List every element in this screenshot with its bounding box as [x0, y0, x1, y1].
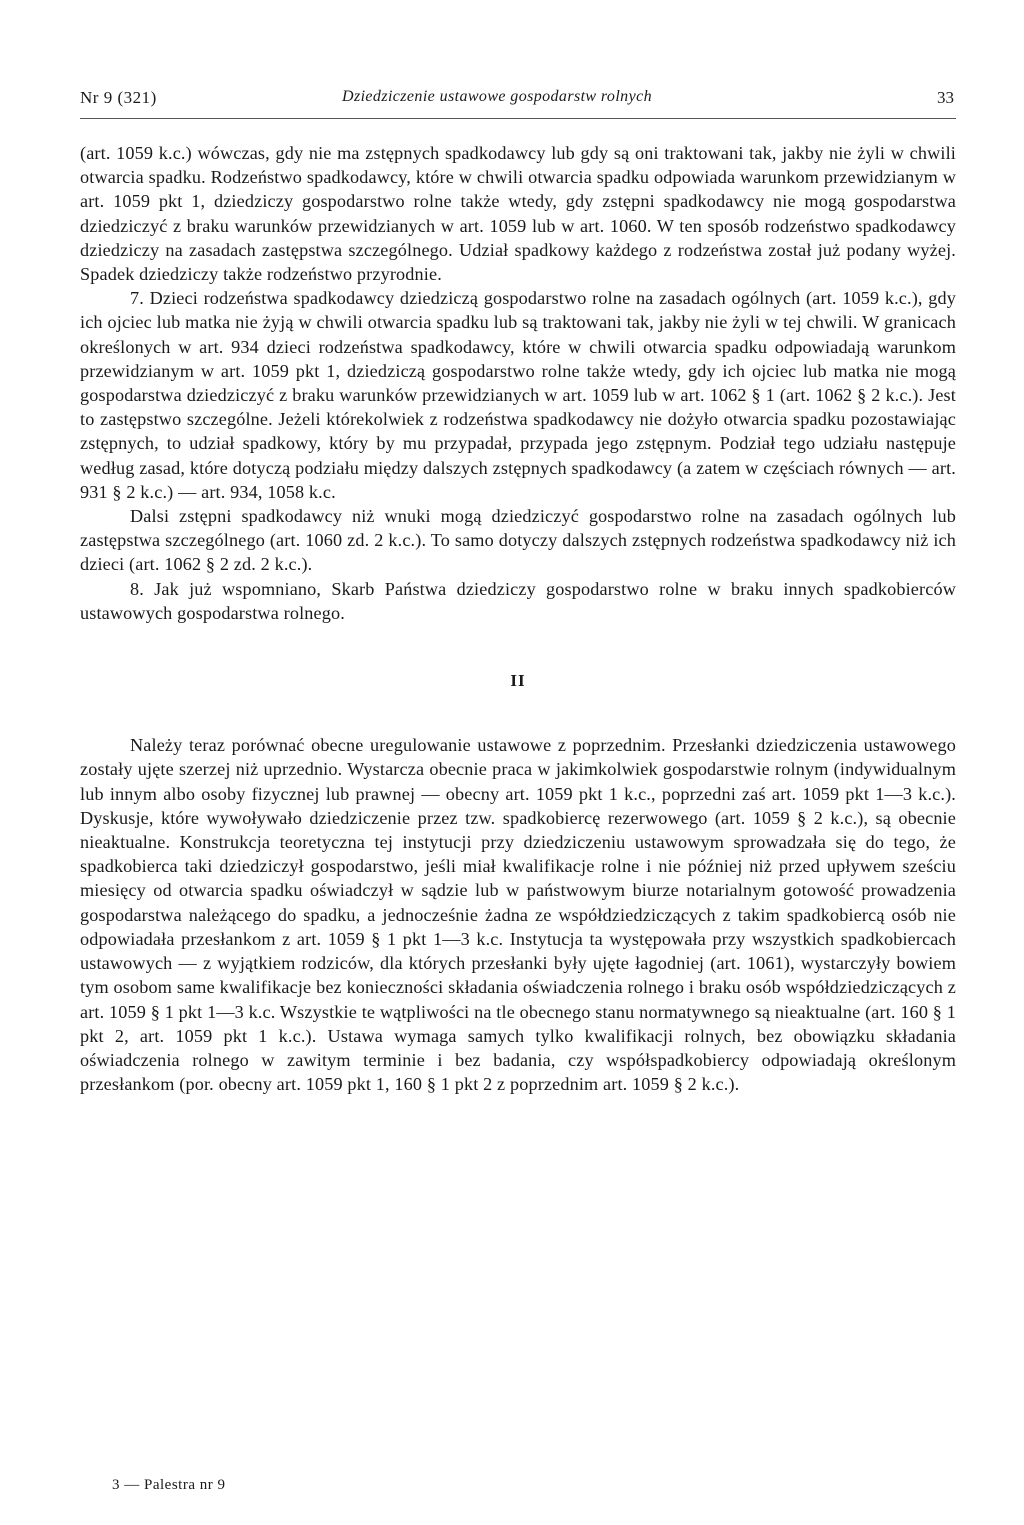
running-title: Dziedziczenie ustawowe gospodarstw rolnych	[342, 88, 652, 105]
running-header	[80, 88, 956, 119]
page-footer: 3 — Palestra nr 9	[112, 1477, 226, 1493]
article-body	[80, 141, 956, 1096]
document-page	[80, 88, 956, 1096]
paragraph-further-descendants: Dalsi zstępni spadkodawcy niż wnuki mogą dziedziczyć gospodarstwo rolne na zasadach ogólnych lub zastępstwa szczególnego (art. 1060 zd. 2 k.c.). To samo dotyczy dalszych zstępnych rodzeństwa spadkodawcy niż ich dzieci (art. 1062 § 2 zd. 2 k.c.).	[80, 506, 956, 575]
paragraph-point-7: 7. Dzieci rodzeństwa spadkodawcy dziedziczą gospodarstwo rolne na zasadach ogólnych (art. 1059 k.c.), gdy ich ojciec lub matka nie żyją w chwili otwarcia spadku lub są traktowani tak, jakby nie żyli w tej chwili. W granicach określonych w art. 934 dzieci rodzeństwa spadkodawcy, które w chwili otwarcia spadku odpowiadają warunkom przewidzianym w art. 1059 pkt 1, dziedziczą gospodarstwo rolne także wtedy, gdy ich ojciec lub matka nie mogą gospodarstwa dziedziczyć z braku warunków przewidzianych w art. 1059 lub w art. 1062 § 1 (art. 1062 § 2 k.c.). Jest to zastępstwo szczególne. Jeżeli którekolwiek z rodzeństwa spadkodawcy nie dożyło otwarcia spadku pozostawiając zstępnych, to udział spadkowy, który by mu przypadał, przypada jego zstępnym. Podział tego udziału następuje według zasad, które dotyczą podziału między dalszych zstępnych spadkodawcy (a zatem w częściach równych — art. 931 § 2 k.c.) — art. 934, 1058 k.c.	[80, 288, 956, 502]
issue-number: Nr 9 (321)	[80, 88, 157, 107]
page-number: 33	[937, 88, 954, 107]
section-heading: II	[510, 671, 526, 691]
paragraph-point-8: 8. Jak już wspomniano, Skarb Państwa dziedziczy gospodarstwo rolne w braku innych spadkobierców ustawowych gospodarstwa rolnego.	[80, 578, 956, 623]
paragraph-comparison: Należy teraz porównać obecne uregulowanie ustawowe z poprzednim. Przesłanki dziedziczenia ustawowego zostały ujęte szerzej niż uprzednio. Wystarcza obecnie praca w jakimkolwiek gospodarstwie rolnym (indywidualnym lub innym albo osoby fizycznej lub prawnej — obecny art. 1059 pkt 1 k.c., poprzedni zaś art. 1059 pkt 1—3 k.c.). Dyskusje, które wywoływało dziedziczenie przez tzw. spadkobiercę rezerwowego (art. 1059 § 2 k.c.), są obecnie nieaktualne. Konstrukcja teoretyczna tej instytucji przy dziedziczeniu ustawowym sprowadzała się do tego, że spadkobierca taki dziedziczył gospodarstwo, jeśli miał kwalifikacje rolne i nie później niż przed upływem sześciu miesięcy od otwarcia spadku oświadczył w sądzie lub w państwowym biurze notarialnym gotowość prowadzenia gospodarstwa należącego do spadku, a jednocześnie żadna ze współdziedziczących z takim spadkobiercą osób nie odpowiadała przesłankom z art. 1059 § 1 pkt 1—3 k.c. Instytucja ta występowała przy wszystkich spadkobiercach ustawowych — z wyjątkiem rodziców, dla których przesłanki były ujęte łagodniej (art. 1061), wystarczyły bowiem tym osobom same kwalifikacje bez konieczności składania oświadczenia rolnego i braku osób współdziedziczących z art. 1059 § 1 pkt 1—3 k.c. Wszystkie te wątpliwości na tle obecnego stanu normatywnego są nieaktualne (art. 160 § 1 pkt 2, art. 1059 pkt 1 k.c.). Ustawa wymaga samych tylko kwalifikacji rolnych, bez obowiązku składania oświadczenia rolnego w zawitym terminie i bez badania, czy współspadkobiercy odpowiadają określonym przesłankom (por. obecny art. 1059 pkt 1, 160 § 1 pkt 2 z poprzednim art. 1059 § 2 k.c.).	[80, 735, 956, 1095]
paragraph-continuation: (art. 1059 k.c.) wówczas, gdy nie ma zstępnych spadkodawcy lub gdy są oni traktowani tak, jakby nie żyli w chwili otwarcia spadku. Rodzeństwo spadkodawcy, które w chwili otwarcia spadku odpowiada warunkom przewidzianym w art. 1059 pkt 1, dziedziczy gospodarstwo rolne także wtedy, gdy zstępni spadkodawcy nie mogą gospodarstwa dziedziczyć z braku warunków przewidzianych w art. 1059 lub w art. 1060. W ten sposób rodzeństwo spadkodawcy dziedziczy na zasadach zastępstwa szczególnego. Udział spadkowy każdego z rodzeństwa został już podany wyżej. Spadek dziedziczy także rodzeństwo przyrodnie.	[80, 143, 956, 285]
